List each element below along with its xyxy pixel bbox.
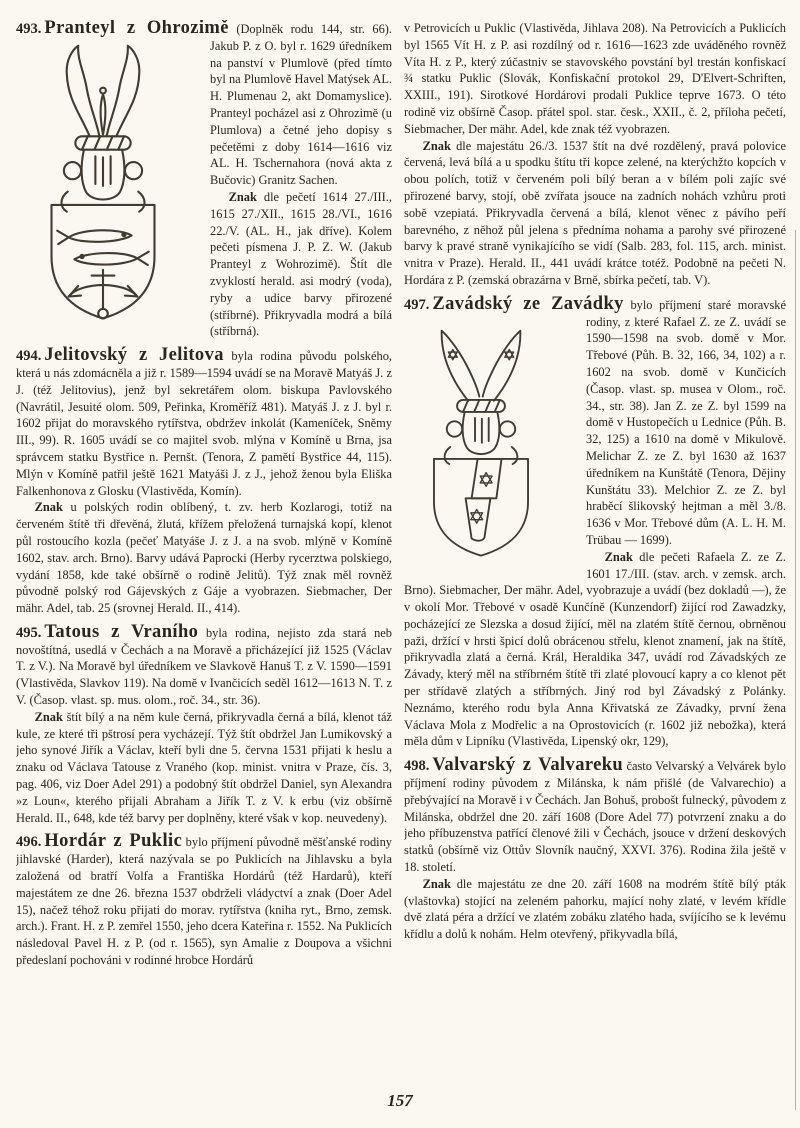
- znak-text: dle majestátu 26./3. 1537 štít na dvé rozdělený, pravá polovice červená, levá bílá a u spodku štítu tři kopce zelené, na kterýchžto kopcích v obou polích, totiž v červeném poli bílý beran a v bílém poli zajíc své přirozené barvy, stojí, obě zvířata jsouce na zadních nohách vzhůru proti sobě vzepiatá. Přikryvadla červená a bílá, klenot věnec z pávího peří barevného, z něhož půl jelena s předníma nohama a parohy své přirozené barvy k pravé straně vynikajícího se vidí (Salb. 283, fol. 115, arch. minist. vnitra v Praze). Herald. II., 441 uvádí krátce totéž. Podobně na pečeti N. Hordára z P. (zemská obrazárna v Brně, sbírka pečetí, tab. V).: [404, 138, 786, 287]
- znak-label: Znak: [422, 876, 451, 891]
- coat-of-arms-pranteyl-drawing: [30, 41, 176, 327]
- entry-number: 493.: [16, 21, 42, 37]
- znak-text: u polských rodin oblíbený, t. zv. herb Kozlarogi, totiž na červeném štítě tři dřevěná, žlutá, křížem přeložená turnajská kopí, klenot půl rostoucího kozla (pečeť Matyáše J. z J. a na svob. mlýně v Komíně 1602, stav. arch. Brno). Barvy udává Paprocki (Herby rycerztwa polskiego, vydání 1858, kde také obšírně o rodině Jelitů). Týž znak měl rovněž původně polský rod Gájevských z Gáje a vyobrazen. Siebmacher, Der mähr. Adel, tab. 25 (srovnej Herald. II., 414).: [16, 500, 392, 616]
- entry-494: [16, 347, 392, 617]
- znak-text: dle pečeti Rafaela Z. ze Z. 1601 17./III. (stav. arch. v zemsk. arch. Brno). Siebmacher, Der mähr. Adel, vyobrazuje a uvádí (bez dokladů —), že v okolí Mor. Třebové v osadě Kunčíně (Kunzendorf) žijící rod Zawadzky, pocházející ze Slezska a dosud žijící, měl na zlatém štítě černou, obrněnou paži, držící v hrsti špicí dolů obrácenou střelu, klenot znamení, jak na štítě, přikryvadla zlatá a černá. Král, Heraldika 347, uvádí rod Závadských ze Závady, který měl na stříbrném štítě tři zlaté plovoucí kapry a co klenot pět per střídavě zlatých a stříbrných. Jiný rod byl Závadský z Polánky. Neznámo, kterého rodu byla Anna Křivatská ze Závadky, první žena Václava Mola z Modřelic a na Oprostovicích (r. 1602 již nebožka), která měla dům v Lipníku (Vlastivěda, Lipenský okr, 129),: [404, 549, 786, 749]
- coat-of-arms-zavadsky-drawing: [414, 317, 548, 565]
- znak-text: štít bílý a na něm kule černá, přikryvadla černá a bílá, klenot táž kule, ze které tři pštrosí pera vycházejí. Týž štít obdržel Jan Lumikovský a jeho synové Jiřík a Václav, kteří byli dne 5. června 1531 přijati k heslu a znaku od Václava Tatouse z Vraného (kop. minist. vnitra v Praze, čís. 3, pag. 406, viz Doer Adel 291) a podobný štít obdržel Daniel, syn Alexandra »z Loun«, kterého přijali Abraham a Jiřík T. z V. k erbu (viz obšírně Herald. II., 648, kde též barvy per doplněny, které však v kop. neuvedeny).: [16, 709, 392, 825]
- znak-text: dle majestátu ze dne 20. září 1608 na modrém štítě bílý pták (vlaštovka) stojící na zeleném pahorku, mající nohy zlaté, v levém křídle dvě zlatá péra a držící ve zlatém zobáku zlatého hada, svíjícího se k levému křídlu a dolů k nohám. Helm otevřený, přikyvadla bílá,: [404, 876, 786, 942]
- entry-title: Jelitovský z Jelitova: [44, 345, 224, 366]
- entry-intro-paragraph: [404, 757, 786, 876]
- entry-intro-text: (Doplněk rodu 144, str. 66). Jakub P. z O. byl r. 1629 úředníkem na panství v Plumlově (před tímto byl na Plumlově Havel Matýsek AL. H. Plumenau 2, akt Domamyslice). Pranteyl pocházel asi z Ohrozimě (u Plumlova) a četné jeho dopisy s pečetěmi z doby 1614—1616 viz AL. H. Tschernahora (nová akta z Bučovic) Granitz Sachen.: [210, 22, 392, 188]
- entry-intro-text: bylo příjmení původně měšťanské rodiny jihlavské (Harder), která nazývala se po Puklicích na Jihlavsku a byla založená od bratří Volfa a Františka Hordárů (též Hardarů), kteří majestátem ze dne 26. března 1537 obdrželi vládyctví a znak (Doer Adel 15), načež téhož roku přijati do morav. rytířstva (kniha ryt., Brno, zemsk. arch.). Frant. H. z P. zemřel 1550, jeho dcera Kateřina r. 1552. Na Puklicích následoval Pavel H. z P. (od r. 1565), syn Amalie z Doupova a všichni předeslaní pochováni v rodinné hrobce Hordárů: [16, 835, 392, 968]
- entry-intro-paragraph: [16, 621, 392, 709]
- entry-intro-paragraph: [404, 293, 786, 549]
- entry-title: Pranteyl z Ohrozimě: [44, 20, 229, 38]
- entry-497: [404, 293, 786, 751]
- entry-intro-paragraph: [16, 833, 392, 968]
- znak-paragraph: [404, 876, 786, 943]
- entry-493: [16, 20, 392, 340]
- znak-paragraph: [16, 499, 392, 617]
- entry-number: 496.: [16, 834, 42, 851]
- entry-intro-text: byla rodina původu polského, která u nás zdomácněla a již r. 1589—1594 uvádí se na Moravě Matyáš J. z J. (též Jelitovius), jenž byl sekretářem olom. biskupa Pavlovského (Navrátil, Jesuité olom. 509, Peřinka, Kroměříž 481). Matyáš J. z J. byl r. 1602 přijat do moravského rytířstva, obdržev inkolát (Kameníček, Sněmy III., 99). R. 1605 uvádí se co majitel svob. mlýna v Komíně u Brna, jsa správcem statku Bystřice n. Pernšt. (Tenora, Z pamětí Bystřice 44, 115). Mlýn v Komíně patřil ještě 1621 Matyáši J. z J., jehož ženou byla Eliška Falkenhonova z Glosku (Vlastivěda, Komín).: [16, 349, 392, 498]
- znak-text: dle pečetí 1614 27./III., 1615 27./XII., 1615 28./VI., 1616 22./V. (AL. H., jak dříve). Kolem pečeti písmena J. P. Z. W. (Jakub Pranteyl z Wohrozimě). Štít dle zvyklostí herald. asi modrý (voda), ryby a udice barvy přirozené (stříbrné). Přikryvadla modrá a bílá (stříbrná).: [210, 189, 392, 339]
- znak-paragraph: [404, 549, 786, 751]
- entry-496-continued: [404, 20, 786, 289]
- entry-title: Valvarský z Valvareku: [432, 755, 624, 776]
- entry-continuation-paragraph: [404, 20, 786, 138]
- entry-continuation-text: v Petrovicích u Puklic (Vlastivěda, Jihlava 208). Na Petrovicích a Puklicích byl 1565 Vít H. z P. asi rozdílný od r. 1616—1623 zde uváděného rovněž Víta H. z P., který zúčastniv se stavovského povstání byl trestán konfiskací ¾ statku Puklic (Slovák, Konfiskační protokol 29, D'Elvert-Schriften, XXIII., 191). Sirotkové Hordárovi prodali Puklice teprve 1673. O této rodině viz obšírně Časop. přátel spol. star. česk., XXII., č. 2, příloha pečetí, Siebmacher, Der mähr. Adel, kde znak též vyobrazen.: [404, 21, 786, 136]
- entry-intro-text: byla rodina, nejisto zda stará neb novoštítná, usedlá v Čechách a na Moravě a přicházející již 1525 (Václav T. z V.). Na Moravě byl úředníkem ve Slavkově Hanuš T. z V. 1590—1591 (Vlastivěda, Slavkov 119). Na domě v Ivančicích seděl 1612—1613 N. T. z V. (Časop. vlast. sp. mus. olom., roč. 34., str. 36).: [16, 625, 392, 708]
- page-number: 157: [387, 1091, 413, 1111]
- entry-number: 495.: [16, 624, 42, 641]
- znak-label: Znak: [34, 709, 63, 724]
- coat-of-arms-zavadsky: [404, 317, 574, 569]
- text-columns: [16, 20, 786, 1072]
- entry-intro-paragraph: [16, 347, 392, 499]
- entry-intro-paragraph: [16, 20, 392, 189]
- entry-title: Tatous z Vraního: [44, 621, 199, 642]
- entry-number: 497.: [404, 296, 430, 313]
- left-column: [16, 20, 392, 1072]
- right-column: [404, 20, 786, 1072]
- znak-paragraph: [404, 138, 786, 289]
- znak-paragraph: [16, 709, 392, 827]
- znak-label: Znak: [34, 500, 63, 515]
- znak-label: Znak: [228, 189, 257, 204]
- entry-498: [404, 757, 786, 943]
- entry-intro-text: často Velvarský a Velvárek bylo příjmení rodiny původem z Milánska, k nám přišlé (de Valvarechio) a přebývající na Moravě i v Čechách. Jan Bohuš, probošt fulnecký, původem z Milánska, obdržel dne 20. září 1608 (Dore Adel 77) potvrzení znaku a do jeho příbuzenstva patřící členové žili v Čechách, jsouce v držení deskových statků (obšírně viz Ottův Slovník naučný, XXVI. 376). Rodina žila ještě v 18. století.: [404, 759, 786, 875]
- entry-495: [16, 621, 392, 827]
- entry-number: 494.: [16, 348, 42, 365]
- entry-496: [16, 833, 392, 968]
- entry-title: Hordár z Puklic: [44, 831, 183, 852]
- entry-number: 498.: [404, 758, 430, 775]
- znak-label: Znak: [422, 138, 451, 153]
- coat-of-arms-pranteyl: [16, 41, 198, 331]
- scan-gutter-line: [795, 230, 796, 1110]
- entry-intro-text: bylo příjmení staré moravské rodiny, z které Rafael Z. ze Z. uvádí se 1590—1598 na svob. domě v Mor. Třebové (Půh. B. 32, 166, 34, 102) a r. 1602 na svob. domě v Kunčicích (Časop. vlast. sp. musea v Olom., roč. 34., str. 38). Jan Z. ze Z. byl 1599 na domě v Hustopečích u Lednice (Půh. B. 32, 125) a 1610 na domě v Mikulově. Melichar Z. ze Z. byl 1630 až 1637 úředníkem na Kunštátě (Tenora, Dějiny Kunštátu 33). Melchior Z. ze Z. byl hraběcí šlikovský hejtman a měl 3./8. 1636 v Mor. Třebové dům (A. L. H. M. Trübau — 1699).: [586, 297, 786, 547]
- entry-title: Zavádský ze Zavádky: [432, 293, 624, 314]
- znak-label: Znak: [604, 549, 633, 564]
